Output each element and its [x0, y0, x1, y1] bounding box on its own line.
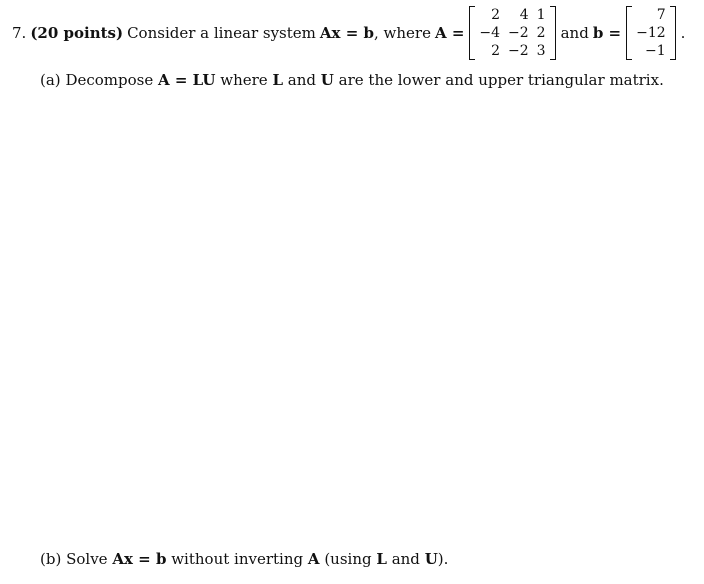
part-a-text: and: [287, 71, 317, 89]
matrix-l: L: [272, 71, 284, 89]
part-b-text: Solve: [66, 550, 108, 568]
part-b-label: (b): [40, 550, 62, 568]
vector-b-cell: −1: [645, 43, 666, 59]
matrix-a-cell: 4: [519, 7, 529, 23]
matrix-a-cell: 2: [491, 7, 501, 23]
matrix-a-table: [475, 6, 549, 60]
part-b-text: (using: [324, 550, 372, 568]
matrix-a-row: [475, 24, 549, 42]
problem-number: 7.: [12, 23, 27, 42]
part-a-text: are the lower and upper triangular matrix.: [338, 71, 664, 89]
matrix-a: [467, 6, 557, 60]
problem-intro: Consider a linear system: [127, 23, 316, 42]
problem-statement: [12, 6, 685, 60]
matrix-a-cell: 3: [536, 43, 546, 59]
system-equation: Ax = b: [112, 550, 167, 568]
matrix-a: A: [307, 550, 320, 568]
matrix-a-row: [475, 42, 549, 60]
matrix-u: U: [424, 550, 438, 568]
right-bracket: [670, 6, 676, 60]
matrix-a-cell: −2: [508, 25, 529, 41]
part-b: [40, 552, 448, 567]
matrix-l: L: [376, 550, 387, 568]
part-a-text: Decompose: [65, 71, 154, 89]
lu-equation: A = LU: [158, 71, 216, 89]
vector-b: [624, 6, 678, 60]
part-a: [40, 73, 664, 88]
matrix-u: U: [320, 71, 334, 89]
part-b-text: without inverting: [171, 550, 304, 568]
where-text: , where: [373, 23, 431, 42]
vector-b-label: b =: [592, 23, 622, 42]
part-a-text: where: [220, 71, 268, 89]
vector-b-row: [632, 42, 670, 60]
matrix-a-cell: −4: [479, 25, 501, 41]
vector-b-table: [632, 6, 670, 60]
matrix-a-cell: 2: [491, 43, 501, 59]
problem-points: (20 points): [30, 23, 124, 42]
part-a-label: (a): [40, 71, 61, 89]
vector-b-cell: 7: [656, 7, 666, 23]
and-text: and: [560, 23, 589, 42]
matrix-a-cell: 2: [536, 25, 546, 41]
vector-b-cell: −12: [636, 25, 666, 41]
matrix-a-cell: −2: [508, 43, 529, 59]
vector-b-row: [632, 24, 670, 42]
system-equation: Ax = b: [319, 23, 374, 42]
part-b-text: and: [391, 550, 420, 568]
sentence-end: .: [680, 23, 686, 42]
matrix-a-row: [475, 6, 549, 24]
matrix-a-label: A =: [434, 23, 465, 42]
part-b-text: ).: [437, 550, 449, 568]
right-bracket: [550, 6, 556, 60]
vector-b-row: [632, 6, 670, 24]
matrix-a-cell: 1: [536, 7, 546, 23]
